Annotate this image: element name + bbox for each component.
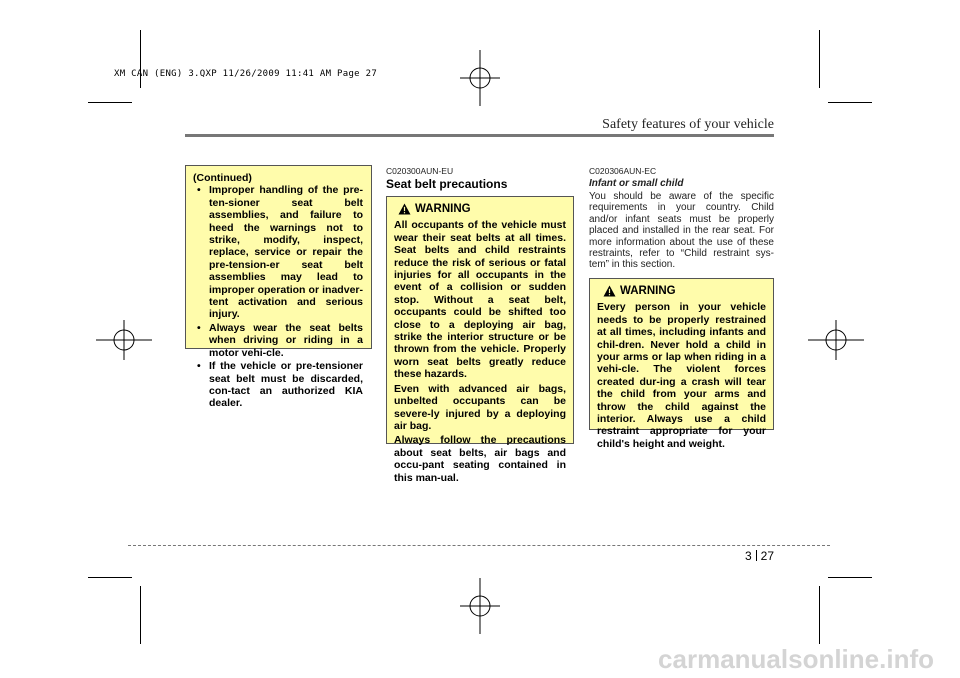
warning-title: WARNING <box>620 285 676 297</box>
warning-paragraph: Every person in your vehicle needs to be properly restrained at all times, including infants and chil-dren. Never hold a child in your arms or lap when riding in a vehi-cle. The violent forces created dur-ing a crash will tear the child from your arms and throw the child against the interior. Always use a child restraint appropriate for your child's height and weight. <box>597 301 766 450</box>
child-restraint-warning-box <box>589 278 774 450</box>
registration-target-icon <box>460 50 500 106</box>
continued-label: (Continued) <box>193 172 252 184</box>
warning-triangle-icon <box>603 285 616 297</box>
warning-title: WARNING <box>415 203 471 215</box>
section-code: C020306AUN-EC <box>589 166 657 176</box>
continued-warning-box <box>185 165 372 410</box>
bullet-list <box>193 184 363 409</box>
list-item: • Always wear the seat belts when driving or riding in a motor vehi-cle. <box>193 322 363 359</box>
chapter-number: 3 <box>744 549 752 563</box>
seat-belt-warning-box <box>386 196 574 484</box>
warning-paragraph: Even with advanced air bags, unbelted occupants can be severe-ly injured by a deploying air bag. <box>394 382 566 432</box>
list-item: • If the vehicle or pre-tensioner seat belt must be discarded, con-tact an authorized KIA dealer. <box>193 360 363 410</box>
section-code: C020300AUN-EU <box>386 166 454 176</box>
registration-target-icon <box>808 320 864 360</box>
section-heading: Seat belt precautions <box>386 177 508 191</box>
page-header-title: Safety features of your vehicle <box>602 117 774 132</box>
print-slug: XM CAN (ENG) 3.QXP 11/26/2009 11:41 AM Page 27 <box>114 69 378 79</box>
body-paragraph: You should be aware of the specific requirements in your country. Child and/or infant seats must be properly placed and installed in the rear seat. For more information about the use of these restraints, refer to “Child restraint sys-tem” in this section. <box>589 191 774 271</box>
page-number-divider <box>756 550 757 561</box>
list-item: • Improper handling of the pre-ten-sioner seat belt assemblies, and failure to heed the warnings not to strike, modify, inspect, replace, service or repair the pre-tension-er seat belt assemblies may lead to improper operation or inadver-tent activation and serious injury. <box>193 184 363 320</box>
registration-target-icon <box>460 578 500 634</box>
page-number <box>745 549 774 563</box>
page-number-value: 27 <box>760 549 774 563</box>
header-rule <box>185 134 774 137</box>
warning-triangle-icon <box>398 203 411 215</box>
warning-paragraph: Always follow the precautions about seat belts, air bags and occu-pant seating contained in this man-ual. <box>394 434 566 484</box>
warning-header <box>597 285 766 297</box>
registration-target-icon <box>96 320 152 360</box>
warning-paragraph: All occupants of the vehicle must wear their seat belts at all times. Seat belts and child restraints reduce the risk of serious or fatal injuries for all occupants in the event of a collision or sudden stop. Without a seat belt, occupants could be shifted too close to a deploying air bag, strike the interior structure or be thrown from the vehicle. Properly worn seat belts greatly reduce these hazards. <box>394 219 566 381</box>
section-subheading: Infant or small child <box>589 178 684 189</box>
warning-header <box>394 203 566 215</box>
footer-rule <box>128 545 830 546</box>
watermark: carmanualsonline.info <box>658 644 934 674</box>
